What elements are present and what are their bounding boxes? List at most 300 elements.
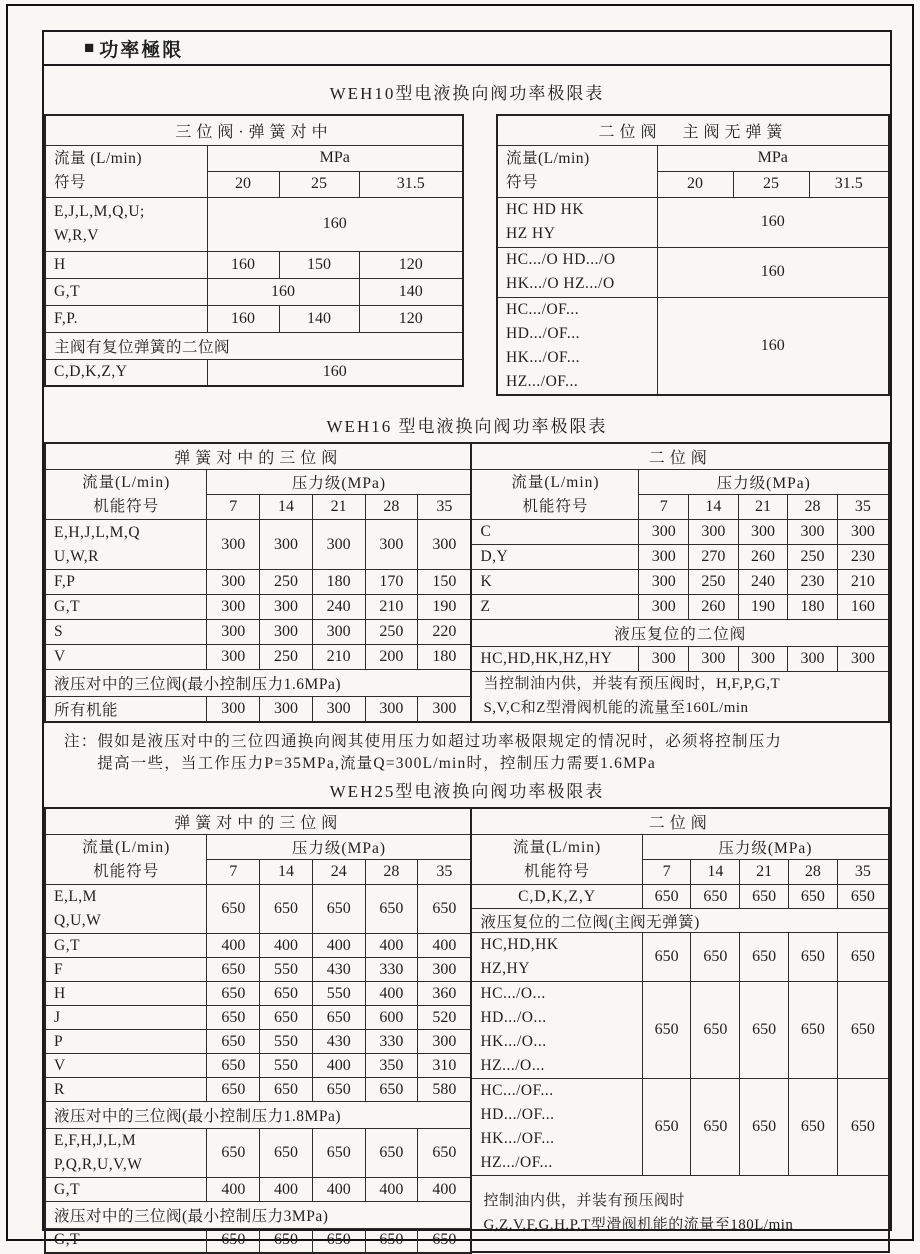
table-cell: 160: [207, 197, 463, 251]
weh25-tables: [44, 807, 890, 1254]
table-cell: 14: [689, 495, 739, 520]
table-cell: 300: [639, 595, 689, 620]
table-row: [45, 1202, 471, 1229]
table-cell: 400: [312, 1178, 365, 1202]
table-cell: 35: [837, 860, 889, 885]
table-cell: 120: [359, 251, 463, 278]
table-cell: 液压对中的三位阀(最小控制压力1.8MPa): [45, 1102, 471, 1129]
table-row: [45, 1078, 471, 1102]
table-cell: 270: [689, 545, 739, 570]
table-row: [45, 934, 471, 958]
table-cell: 300: [418, 958, 472, 982]
table-cell: MPa: [657, 145, 889, 171]
table-cell: 330: [365, 1030, 418, 1054]
table-row: [497, 297, 889, 395]
table-cell: 550: [260, 958, 313, 982]
table-cell: 550: [312, 982, 365, 1006]
table-cell: 650: [312, 1229, 365, 1253]
table-cell: 650: [740, 1079, 789, 1176]
table-cell: 190: [738, 595, 788, 620]
table-cell: 650: [207, 958, 260, 982]
table-cell: 650: [207, 1229, 260, 1253]
table-cell: 7: [207, 495, 260, 520]
table-cell: 650: [207, 1078, 260, 1102]
table-cell: 35: [837, 495, 889, 520]
table-cell: 三位阀·弹簧对中: [45, 115, 463, 145]
weh16-left-table: [44, 442, 472, 723]
table-row: [497, 145, 889, 171]
table-cell: 180: [418, 645, 472, 670]
weh10-right-table-grid: [496, 114, 890, 396]
table-row: [471, 595, 889, 620]
table-cell: 弹簧对中的三位阀: [45, 443, 471, 470]
table-row: [45, 520, 471, 570]
table-cell: 650: [207, 982, 260, 1006]
page-border: [6, 4, 914, 1249]
table-cell: H: [45, 251, 207, 278]
table-row: [471, 1176, 889, 1252]
table-cell: 150: [279, 251, 359, 278]
table-cell: 360: [418, 982, 472, 1006]
table-cell: 7: [207, 860, 260, 885]
table-cell: 650: [365, 1129, 418, 1178]
table-row: [45, 1054, 471, 1078]
weh10-tables: [44, 114, 890, 396]
table-row: [45, 470, 471, 495]
table-cell: 650: [260, 1129, 313, 1178]
table-cell: 300: [639, 545, 689, 570]
table-cell: 650: [312, 1006, 365, 1030]
table-cell: 160: [207, 359, 463, 386]
table-cell: 28: [788, 495, 838, 520]
table-cell: 650: [691, 1079, 740, 1176]
table-cell: 流量(L/min) 机能符号: [471, 835, 642, 885]
table-cell: 300: [738, 520, 788, 545]
table-row: [471, 982, 889, 1079]
table-cell: 400: [312, 934, 365, 958]
table-cell: 300: [365, 520, 418, 570]
weh25-left-table: [44, 807, 472, 1254]
table-row: [471, 885, 889, 909]
table-cell: D,Y: [471, 545, 638, 570]
table-cell: 650: [788, 982, 837, 1079]
table-cell: 压力级(MPa): [207, 835, 471, 860]
table-cell: 650: [837, 982, 889, 1079]
note-line: 假如是液压对中的三位四通换向阀其使用压力如超过功率极限规定的情况时，必须将控制压力: [97, 732, 783, 750]
table-cell: 650: [642, 982, 691, 1079]
table-cell: 流量(L/min) 机能符号: [471, 470, 638, 520]
table-cell: 250: [260, 570, 313, 595]
table-cell: 250: [689, 570, 739, 595]
table-cell: HC HD HK HZ HY: [497, 197, 657, 247]
table-cell: V: [45, 645, 207, 670]
table-cell: 二位阀: [471, 808, 889, 835]
table-row: [471, 443, 889, 470]
weh16-right-table: [470, 442, 890, 723]
table-cell: 650: [260, 1078, 313, 1102]
table-cell: 210: [365, 595, 418, 620]
table-cell: S: [45, 620, 207, 645]
table-row: [45, 570, 471, 595]
table-cell: 190: [418, 595, 472, 620]
table-cell: 35: [418, 860, 472, 885]
table-cell: 300: [207, 520, 260, 570]
table-row: [471, 808, 889, 835]
table-row: [45, 620, 471, 645]
table-cell: 650: [740, 885, 789, 909]
table-cell: 21: [740, 860, 789, 885]
table-row: [45, 278, 463, 305]
table-row: [45, 1102, 471, 1129]
table-row: [471, 672, 889, 722]
table-cell: 400: [418, 1178, 472, 1202]
table-cell: 流量(L/min) 符号: [497, 145, 657, 197]
table-cell: 所有机能: [45, 697, 207, 722]
table-cell: 250: [788, 545, 838, 570]
table-cell: 140: [279, 305, 359, 332]
table-cell: 260: [689, 595, 739, 620]
table-cell: 24: [312, 860, 365, 885]
table-cell: 650: [207, 1030, 260, 1054]
table-cell: 7: [639, 495, 689, 520]
table-cell: 300: [837, 520, 889, 545]
table-cell: 300: [639, 647, 689, 672]
table-row: [45, 982, 471, 1006]
table-cell: 550: [260, 1054, 313, 1078]
table-cell: 300: [418, 520, 472, 570]
table-cell: 210: [312, 645, 365, 670]
table-row: [471, 545, 889, 570]
table-cell: 300: [260, 620, 313, 645]
table-cell: 650: [260, 885, 313, 934]
weh16-title: WEH16 型电液换向阀功率极限表: [326, 416, 608, 436]
table-cell: 160: [207, 305, 279, 332]
weh16-left-table-grid: [44, 442, 472, 723]
table-cell: 弹簧对中的三位阀: [45, 808, 471, 835]
table-cell: 7: [642, 860, 691, 885]
table-cell: 650: [312, 885, 365, 934]
table-cell: H: [45, 982, 207, 1006]
table-cell: 25: [279, 171, 359, 197]
table-row: [45, 697, 471, 722]
table-cell: 20: [657, 171, 733, 197]
table-cell: 260: [738, 545, 788, 570]
table-cell: 170: [365, 570, 418, 595]
table-row: [471, 933, 889, 982]
section-marker-icon: ■: [84, 38, 97, 57]
table-cell: HC,HD,HK,HZ,HY: [471, 647, 638, 672]
table-cell: 液压复位的二位阀: [471, 620, 889, 647]
table-cell: V: [45, 1054, 207, 1078]
table-cell: 流量 (L/min) 符号: [45, 145, 207, 197]
table-cell: 300: [207, 645, 260, 670]
table-row: [45, 305, 463, 332]
note-label: 注：: [64, 732, 98, 750]
table-cell: HC.../O HD.../O HK.../O HZ.../O: [497, 247, 657, 297]
table-cell: R: [45, 1078, 207, 1102]
table-cell: 600: [365, 1006, 418, 1030]
table-cell: 650: [418, 1229, 472, 1253]
section-title: 功率極限: [99, 39, 184, 61]
table-cell: F: [45, 958, 207, 982]
table-row: [45, 359, 463, 386]
table-cell: 300: [788, 647, 838, 672]
table-cell: 230: [837, 545, 889, 570]
table-cell: 31.5: [359, 171, 463, 197]
table-cell: 650: [691, 982, 740, 1079]
table-cell: 14: [260, 860, 313, 885]
table-cell: 120: [359, 305, 463, 332]
table-cell: 650: [312, 1078, 365, 1102]
table-cell: 300: [837, 647, 889, 672]
table-row: [45, 835, 471, 860]
page-note: [64, 731, 874, 775]
table-cell: G,T: [45, 595, 207, 620]
table-cell: 180: [312, 570, 365, 595]
table-cell: P: [45, 1030, 207, 1054]
table-cell: 控制油内供，并装有预压阀时 G,Z,V,F,G,H,P,T型滑阀机能的流量至180L/min: [471, 1176, 889, 1252]
table-cell: 580: [418, 1078, 472, 1102]
table-cell: K: [471, 570, 638, 595]
table-row: [45, 1178, 471, 1202]
table-cell: 650: [788, 933, 837, 982]
table-cell: C: [471, 520, 638, 545]
table-row: [45, 595, 471, 620]
table-cell: 650: [642, 933, 691, 982]
table-cell: 160: [207, 251, 279, 278]
table-cell: F,P.: [45, 305, 207, 332]
table-cell: 140: [359, 278, 463, 305]
table-cell: C,D,K,Z,Y: [471, 885, 642, 909]
table-cell: 160: [657, 247, 889, 297]
table-cell: 200: [365, 645, 418, 670]
table-cell: 650: [365, 1078, 418, 1102]
section-header: [44, 32, 890, 66]
table-cell: 400: [260, 934, 313, 958]
table-cell: E,L,M Q,U,W: [45, 885, 207, 934]
table-cell: 650: [260, 982, 313, 1006]
table-cell: 流量(L/min) 机能符号: [45, 470, 207, 520]
table-cell: 430: [312, 1030, 365, 1054]
table-cell: 20: [207, 171, 279, 197]
table-row: [45, 443, 471, 470]
table-cell: 流量(L/min) 机能符号: [45, 835, 207, 885]
table-cell: 压力级(MPa): [207, 470, 472, 495]
table-cell: 300: [207, 697, 260, 722]
table-cell: 160: [657, 197, 889, 247]
table-cell: 400: [312, 1054, 365, 1078]
table-cell: 650: [418, 1129, 472, 1178]
table-cell: 300: [312, 697, 365, 722]
table-row: [497, 247, 889, 297]
table-row: [471, 647, 889, 672]
table-cell: 300: [260, 520, 313, 570]
weh25-right-table: [470, 807, 890, 1254]
table-cell: 28: [365, 495, 418, 520]
table-cell: 250: [260, 645, 313, 670]
table-cell: 250: [365, 620, 418, 645]
weh16-right-table-grid: [470, 442, 890, 723]
table-cell: 300: [418, 697, 472, 722]
table-cell: 160: [657, 297, 889, 395]
table-cell: 650: [260, 1229, 313, 1253]
table-row: [45, 332, 463, 359]
table-cell: 310: [418, 1054, 472, 1078]
table-cell: 300: [689, 520, 739, 545]
table-row: [471, 909, 889, 933]
table-cell: 压力级(MPa): [642, 835, 889, 860]
table-cell: 液压对中的三位阀(最小控制压力1.6MPa): [45, 670, 471, 697]
weh25-left-table-grid: [44, 807, 472, 1254]
table-row: [45, 885, 471, 934]
table-cell: 650: [837, 885, 889, 909]
table-row: [471, 835, 889, 860]
table-cell: E,H,J,L,M,Q U,W,R: [45, 520, 207, 570]
table-cell: G,T: [45, 278, 207, 305]
table-cell: 400: [260, 1178, 313, 1202]
table-cell: HC.../OF... HD.../OF... HK.../OF... HZ.../OF...: [471, 1079, 642, 1176]
table-row: [45, 145, 463, 171]
table-row: [45, 1129, 471, 1178]
table-cell: 240: [312, 595, 365, 620]
table-cell: 300: [312, 520, 365, 570]
table-cell: 300: [365, 697, 418, 722]
weh25-right-table-grid: [470, 807, 890, 1253]
table-cell: 430: [312, 958, 365, 982]
table-cell: 14: [260, 495, 313, 520]
table-cell: 650: [207, 1129, 260, 1178]
table-cell: HC.../O... HD.../O... HK.../O... HZ.../O...: [471, 982, 642, 1079]
table-cell: 300: [207, 595, 260, 620]
table-cell: 液压对中的三位阀(最小控制压力3MPa): [45, 1202, 471, 1229]
table-cell: 21: [738, 495, 788, 520]
table-cell: 650: [207, 885, 260, 934]
weh10-left-table-grid: [44, 114, 464, 387]
table-cell: 28: [365, 860, 418, 885]
table-row: [471, 570, 889, 595]
table-cell: 二位阀 主阀无弹簧: [497, 115, 889, 145]
table-cell: 300: [689, 647, 739, 672]
table-row: [497, 115, 889, 145]
table-cell: 31.5: [809, 171, 889, 197]
weh10-left-table: [44, 114, 464, 396]
table-cell: 350: [365, 1054, 418, 1078]
table-row: [45, 1006, 471, 1030]
table-cell: 300: [260, 697, 313, 722]
table-cell: 650: [740, 933, 789, 982]
table-cell: 35: [418, 495, 472, 520]
table-cell: 550: [260, 1030, 313, 1054]
table-row: [45, 670, 471, 697]
table-cell: MPa: [207, 145, 463, 171]
weh10-title: WEH10型电液换向阀功率极限表: [329, 84, 605, 103]
table-row: [45, 1030, 471, 1054]
table-cell: 300: [639, 520, 689, 545]
table-row: [471, 470, 889, 495]
table-cell: 650: [837, 1079, 889, 1176]
table-row: [45, 251, 463, 278]
table-cell: 28: [788, 860, 837, 885]
table-cell: G,T: [45, 1178, 207, 1202]
table-cell: 650: [740, 982, 789, 1079]
table-cell: 220: [418, 620, 472, 645]
table-cell: 400: [207, 934, 260, 958]
table-row: [45, 197, 463, 251]
table-cell: 300: [312, 620, 365, 645]
table-row: [45, 1229, 471, 1253]
table-cell: 300: [418, 1030, 472, 1054]
table-row: [471, 1079, 889, 1176]
table-cell: 300: [260, 595, 313, 620]
table-cell: 21: [312, 495, 365, 520]
table-cell: J: [45, 1006, 207, 1030]
weh10-right-table: [496, 114, 890, 396]
table-row: [45, 808, 471, 835]
table-row: [497, 197, 889, 247]
table-row: [45, 958, 471, 982]
table-cell: 650: [788, 1079, 837, 1176]
table-cell: 25: [733, 171, 809, 197]
table-cell: 300: [788, 520, 838, 545]
table-cell: 300: [207, 570, 260, 595]
table-cell: 400: [365, 982, 418, 1006]
table-cell: G,T: [45, 1229, 207, 1253]
table-cell: G,T: [45, 934, 207, 958]
table-cell: HC.../OF... HD.../OF... HK.../OF... HZ.../OF...: [497, 297, 657, 395]
table-cell: 330: [365, 958, 418, 982]
table-cell: 240: [738, 570, 788, 595]
table-cell: E,J,L,M,Q,U; W,R,V: [45, 197, 207, 251]
table-cell: 180: [788, 595, 838, 620]
table-cell: 400: [365, 1178, 418, 1202]
table-cell: 650: [418, 885, 472, 934]
table-cell: 650: [260, 1006, 313, 1030]
table-cell: 520: [418, 1006, 472, 1030]
table-cell: 230: [788, 570, 838, 595]
table-cell: 650: [642, 1079, 691, 1176]
table-cell: E,F,H,J,L,M P,Q,R,U,V,W: [45, 1129, 207, 1178]
table-row: [45, 645, 471, 670]
table-cell: 二位阀: [471, 443, 889, 470]
weh16-tables: [44, 442, 890, 723]
table-cell: 650: [365, 1229, 418, 1253]
weh25-title: WEH25型电液换向阀功率极限表: [329, 781, 605, 801]
table-cell: 400: [207, 1178, 260, 1202]
table-cell: 液压复位的二位阀(主阀无弹簧): [471, 909, 889, 933]
table-cell: 300: [639, 570, 689, 595]
table-cell: 650: [312, 1129, 365, 1178]
table-cell: 650: [837, 933, 889, 982]
note-line: 提高一些，当工作压力P=35MPa,流量Q=300L/min时，控制压力需要1.6MPa: [97, 754, 656, 772]
table-cell: 400: [418, 934, 472, 958]
table-cell: 14: [691, 860, 740, 885]
table-cell: 650: [691, 885, 740, 909]
table-cell: 650: [207, 1054, 260, 1078]
table-cell: Z: [471, 595, 638, 620]
table-cell: 300: [738, 647, 788, 672]
table-cell: 当控制油内供，并装有预压阀时，H,F,P,G,T S,V,C和Z型滑阀机能的流量至160L/min: [471, 672, 889, 722]
table-cell: 300: [207, 620, 260, 645]
note-text: [97, 731, 782, 775]
table-cell: 650: [691, 933, 740, 982]
table-cell: F,P: [45, 570, 207, 595]
table-cell: 210: [837, 570, 889, 595]
table-row: [471, 620, 889, 647]
table-cell: 650: [642, 885, 691, 909]
table-cell: 160: [837, 595, 889, 620]
table-cell: 160: [207, 278, 359, 305]
table-cell: 650: [788, 885, 837, 909]
